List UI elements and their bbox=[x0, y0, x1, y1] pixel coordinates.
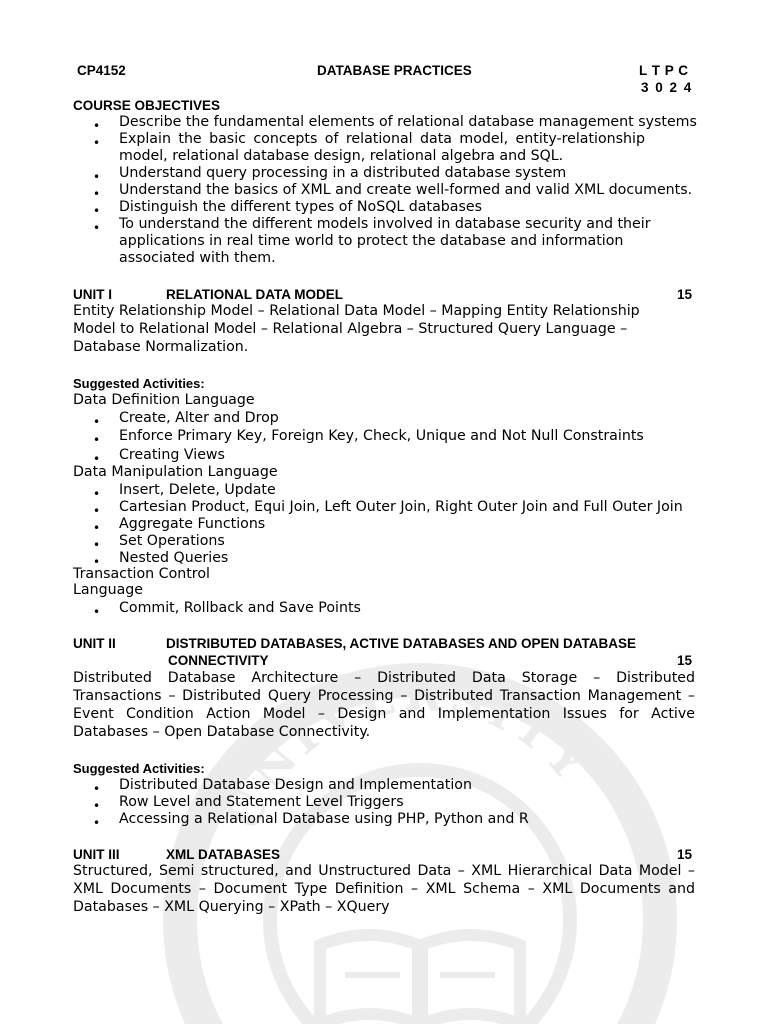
unit1-label: UNIT I bbox=[73, 287, 112, 302]
list-item: Describe the fundamental elements of relational database management systems bbox=[119, 114, 697, 130]
course-title: DATABASE PRACTICES bbox=[317, 63, 472, 78]
list-item: Nested Queries bbox=[119, 550, 229, 566]
bullet-icon: • bbox=[93, 170, 101, 184]
unit3-title: XML DATABASES bbox=[166, 847, 281, 862]
body-line: Databases – XML Querying – XPath – XQuery bbox=[73, 899, 390, 915]
ddl-heading: Data Definition Language bbox=[73, 392, 255, 408]
tcl-heading: Transaction Control bbox=[73, 566, 210, 582]
list-item: Aggregate Functions bbox=[119, 516, 266, 532]
bullet-icon: • bbox=[93, 415, 101, 429]
body-line: XML Documents – Document Type Definition – XML Schema – XML Documents and bbox=[73, 881, 695, 897]
bullet-icon: • bbox=[93, 136, 101, 150]
list-item: Understand the basics of XML and create well-formed and valid XML documents. bbox=[119, 182, 693, 198]
bullet-icon: • bbox=[93, 487, 101, 501]
list-item-continued: model, relational database design, relational algebra and SQL. bbox=[119, 148, 564, 164]
list-item: Accessing a Relational Database using PHP, Python and R bbox=[119, 811, 529, 827]
list-item: Creating Views bbox=[119, 447, 225, 463]
unit1-title: RELATIONAL DATA MODEL bbox=[166, 287, 343, 302]
ltpc-values: 3 0 2 4 bbox=[641, 80, 693, 95]
bullet-icon: • bbox=[93, 782, 101, 796]
tcl-heading-continued: Language bbox=[73, 582, 144, 598]
list-item: Set Operations bbox=[119, 533, 225, 549]
objectives-heading: COURSE OBJECTIVES bbox=[73, 98, 221, 113]
bullet-icon: • bbox=[93, 119, 101, 133]
bullet-icon: • bbox=[93, 605, 101, 619]
unit2-hours: 15 bbox=[677, 653, 693, 668]
unit3-label: UNIT III bbox=[73, 847, 120, 862]
list-item: Commit, Rollback and Save Points bbox=[119, 600, 361, 616]
list-item-continued: applications in real time world to protect the database and information bbox=[119, 233, 624, 249]
body-line: Distributed Database Architecture – Distributed Data Storage – Distributed bbox=[73, 670, 695, 686]
body-line: Structured, Semi structured, and Unstructured Data – XML Hierarchical Data Model – bbox=[73, 863, 695, 879]
body-line: Database Normalization. bbox=[73, 339, 249, 355]
bullet-icon: • bbox=[93, 221, 101, 235]
list-item-continued: associated with them. bbox=[119, 250, 276, 266]
list-item: To understand the different models involved in database security and their bbox=[119, 216, 651, 232]
bullet-icon: • bbox=[93, 521, 101, 535]
list-item: Distributed Database Design and Implementation bbox=[119, 777, 472, 793]
list-item: Insert, Delete, Update bbox=[119, 482, 276, 498]
body-line: Entity Relationship Model – Relational Data Model – Mapping Entity Relationship bbox=[73, 303, 640, 319]
unit2-title-continued: CONNECTIVITY bbox=[168, 653, 269, 668]
bullet-icon: • bbox=[93, 204, 101, 218]
unit3-hours: 15 bbox=[677, 847, 693, 862]
bullet-icon: • bbox=[93, 187, 101, 201]
body-line: Event Condition Action Model – Design and Implementation Issues for Active bbox=[73, 706, 695, 722]
course-code: CP4152 bbox=[77, 63, 126, 78]
unit2-title: DISTRIBUTED DATABASES, ACTIVE DATABASES AND OPEN DATABASE bbox=[166, 636, 637, 651]
body-line: Model to Relational Model – Relational Algebra – Structured Query Language – bbox=[73, 321, 628, 337]
body-line: Transactions – Distributed Query Processing – Distributed Transaction Management – bbox=[73, 688, 695, 704]
unit2-activities-heading: Suggested Activities: bbox=[73, 761, 205, 776]
bullet-icon: • bbox=[93, 433, 101, 447]
unit2-label: UNIT II bbox=[73, 636, 116, 651]
dml-heading: Data Manipulation Language bbox=[73, 464, 278, 480]
bullet-icon: • bbox=[93, 555, 101, 569]
list-item: Explain the basic concepts of relational data model, entity-relationship bbox=[119, 131, 645, 147]
bullet-icon: • bbox=[93, 816, 101, 830]
list-item: Row Level and Statement Level Triggers bbox=[119, 794, 404, 810]
body-line: Databases – Open Database Connectivity. bbox=[73, 724, 371, 740]
list-item: Understand query processing in a distributed database system bbox=[119, 165, 567, 181]
list-item: Create, Alter and Drop bbox=[119, 410, 279, 426]
list-item: Enforce Primary Key, Foreign Key, Check, Unique and Not Null Constraints bbox=[119, 428, 644, 444]
ltpc-label: L T P C bbox=[639, 63, 689, 78]
unit1-activities-heading: Suggested Activities: bbox=[73, 376, 205, 391]
bullet-icon: • bbox=[93, 452, 101, 466]
bullet-icon: • bbox=[93, 504, 101, 518]
bullet-icon: • bbox=[93, 799, 101, 813]
watermark-text: UNIVERSITY bbox=[214, 667, 602, 839]
list-item: Cartesian Product, Equi Join, Left Outer Join, Right Outer Join and Full Outer Join bbox=[119, 499, 683, 515]
list-item: Distinguish the different types of NoSQL databases bbox=[119, 199, 482, 215]
unit1-hours: 15 bbox=[677, 287, 693, 302]
bullet-icon: • bbox=[93, 538, 101, 552]
